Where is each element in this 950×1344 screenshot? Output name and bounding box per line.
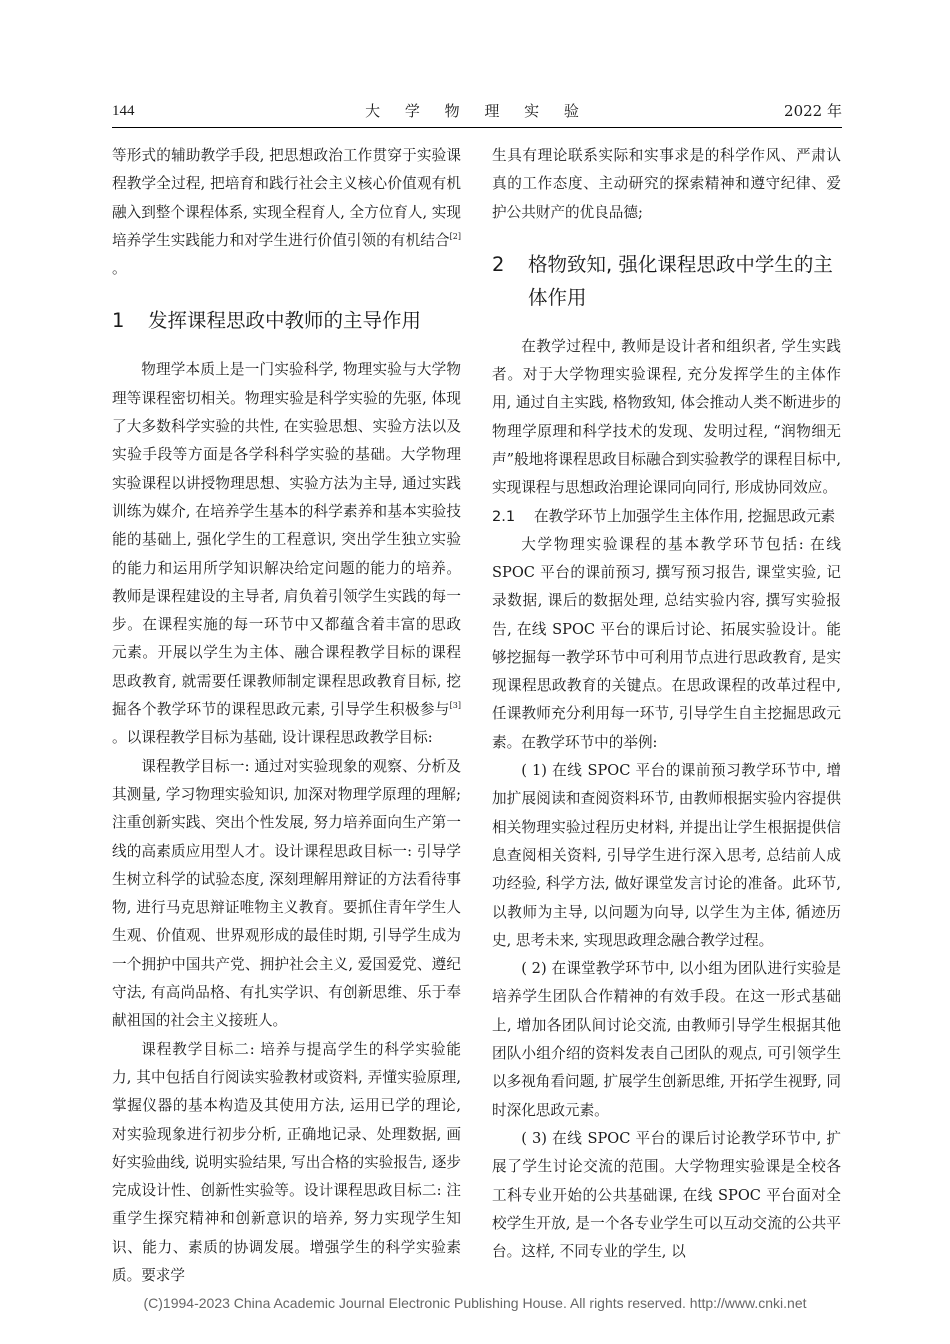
page-number: 144 (112, 103, 135, 119)
body-paragraph-2: 课程教学目标一: 通过对实验现象的观察、分析及其测量, 学习物理实验知识, 加深对物理学原理的理解; 注重创新实践、突出个性发展, 努力培养面向生产第一线的高素质应用型人才。设计课程思政目标一: 引导学生树立科学的试验态度, 深刻理解用辩证的方法看待事物, 进行马克思辩证唯物主义教育。要抓住青年学生人生观、价值观、世界观形成的最佳时期, 引导学生成为一个拥护中国共产党、拥护社会主义, 爱国爱党、遵纪守法, 有高尚品格、有扎实学识、有创新思维、乐于奉献祖国的社会主义接班人。 (112, 757, 461, 1030)
body-paragraph-5: 大学物理实验课程的基本教学环节包括: 在线 SPOC 平台的课前预习, 撰写预习报告, 课堂实验, 记录数据, 课后的数据处理, 总结实验内容, 撰写实验报告, 在线 SPOC 平台的课后讨论、拓展实验设计。能够挖掘每一教学环节中可利用节点进行思政教育, 是实现课程思政教育的关键点。在思政课程的改革过程中, 任课教师充分利用每一环节, 引导学生自主挖掘思政元素。在教学环节中的举例: (492, 535, 841, 751)
intro-paragraph (112, 142, 461, 283)
right-column (492, 142, 841, 1266)
section-2-heading (492, 248, 841, 314)
section-2-number: 2 (492, 252, 505, 276)
intro-end: 。 (112, 260, 127, 278)
page-header (112, 101, 842, 125)
list-item-2: ( 2) 在课堂教学环节中, 以小组为团队进行实验是培养学生团队合作精神的有效手段。在这一形式基础上, 增加各团队间讨论交流, 由教师引导学生根据其他团队小组介绍的资料发表自己团队的观点, 可引领学生以多视角看问题, 扩展学生创新思维, 开拓学生视野, 同时深化思政元素。 (492, 960, 841, 1119)
body-paragraph-3: 课程教学目标二: 培养与提高学生的科学实验能力, 其中包括自行阅读实验教材或资料, 弄懂实验原理, 掌握仪器的基本构造及其使用方法, 运用已学的理论, 对实验现象进行初步分析, 正确地记录、处理数据, 画好实验曲线, 说明实验结果, 写出合格的实验报告, 逐步完成设计性、创新性实验等。设计课程思政目标二: 注重学生探究精神和创新意识的培养, 努力实现学生知识、能力、素质的协调发展。增强学生的科学实验素质。要求学 (112, 1040, 461, 1284)
citation-3: [3] (449, 701, 461, 711)
continued-paragraph: 生具有理论联系实际和实事求是的科学作风、严肃认真的工作态度、主动研究的探索精神和遵守纪律、爱护公共财产的优良品德; (492, 147, 841, 221)
journal-name: 大 学 物 理 实 验 (365, 102, 589, 120)
copyright-footer: (C)1994-2023 China Academic Journal Electronic Publishing House. All rights reserved. http://www.cnki.net (143, 1295, 807, 1311)
list-item-3: ( 3) 在线 SPOC 平台的课后讨论教学环节中, 扩展了学生讨论交流的范围。大学物理实验课是全校各工科专业开始的公共基础课, 在线 SPOC 平台面对全校学生开放, 是一个各专业学生可以互动交流的公共平台。这样, 不同专业的学生, 以 (492, 1129, 841, 1261)
intro-text: 等形式的辅助教学手段, 把思想政治工作贯穿于实验课程教学全过程, 把培育和践行社会主义核心价值观有机融入到整个课程体系, 实现全程育人, 全方位育人, 实现培养学生实践能力和对学生进行价值引领的有机结合 (112, 147, 461, 249)
para1-text-end: 。以课程教学目标为基础, 设计课程思政教学目标: (112, 729, 433, 747)
subsection-2-1-title: 在教学环节上加强学生主体作用, 挖掘思政元素 (534, 507, 836, 525)
body-paragraph-1 (112, 356, 461, 752)
section-1-title: 发挥课程思政中教师的主导作用 (148, 309, 422, 333)
section-1-number: 1 (112, 309, 125, 333)
section-2-title: 格物致知, 强化课程思政中学生的主体作用 (528, 252, 833, 309)
left-column (112, 142, 461, 1290)
header-rule (112, 127, 842, 128)
citation-2: [2] (449, 232, 461, 242)
para1-text: 物理学本质上是一门实验科学, 物理实验与大学物理等课程密切相关。物理实验是科学实验的先驱, 体现了大多数科学实验的共性, 在实验思想、实验方法以及实验手段等方面是各学科科学实验的基础。大学物理实验课程以讲授物理思想、实验方法为主导, 通过实践训练为媒介, 在培养学生基本的科学素养和基本实验技能的基础上, 强化学生的工程意识, 突出学生独立实验的能力和运用所学知识解决给定问题的能力的培养。教师是课程建设的主导者, 肩负着引领学生实践的每一步。在课程实施的每一环节中又都蕴含着丰富的思政元素。开展以学生为主体、融合课程教学目标的课程思政教育, 就需要任课教师制定课程思政教育目标, 挖掘各个教学环节的课程思政元素, 引导学生积极参与 (112, 361, 461, 719)
subsection-2-1-heading (492, 503, 841, 531)
section-1-heading (112, 304, 461, 337)
issue-year: 2022 年 (784, 102, 842, 120)
body-paragraph-4: 在教学过程中, 教师是设计者和组织者, 学生实践者。对于大学物理实验课程, 充分发挥学生的主体作用, 通过自主实践, 格物致知, 体会推动人类不断进步的物理学原理和科学技术的发现、发明过程, “润物细无声”般地将课程思政目标融合到实验教学的课程目标中, 实现课程与思想政治理论课同向同行, 形成协同效应。 (492, 337, 841, 497)
list-item-1: ( 1) 在线 SPOC 平台的课前预习教学环节中, 增加扩展阅读和查阅资料环节, 由教师根据实验内容提供相关物理实验过程历史材料, 并提出让学生根据提供信息查阅相关资料, 引导学生进行深入思考, 总结前人成功经验, 科学方法, 做好课堂发言讨论的准备。此环节, 以教师为主导, 以问题为向导, 以学生为主体, 循迹历史, 思考未来, 实现思政理念融合教学过程。 (492, 762, 841, 949)
subsection-2-1-number: 2.1 (492, 507, 516, 525)
